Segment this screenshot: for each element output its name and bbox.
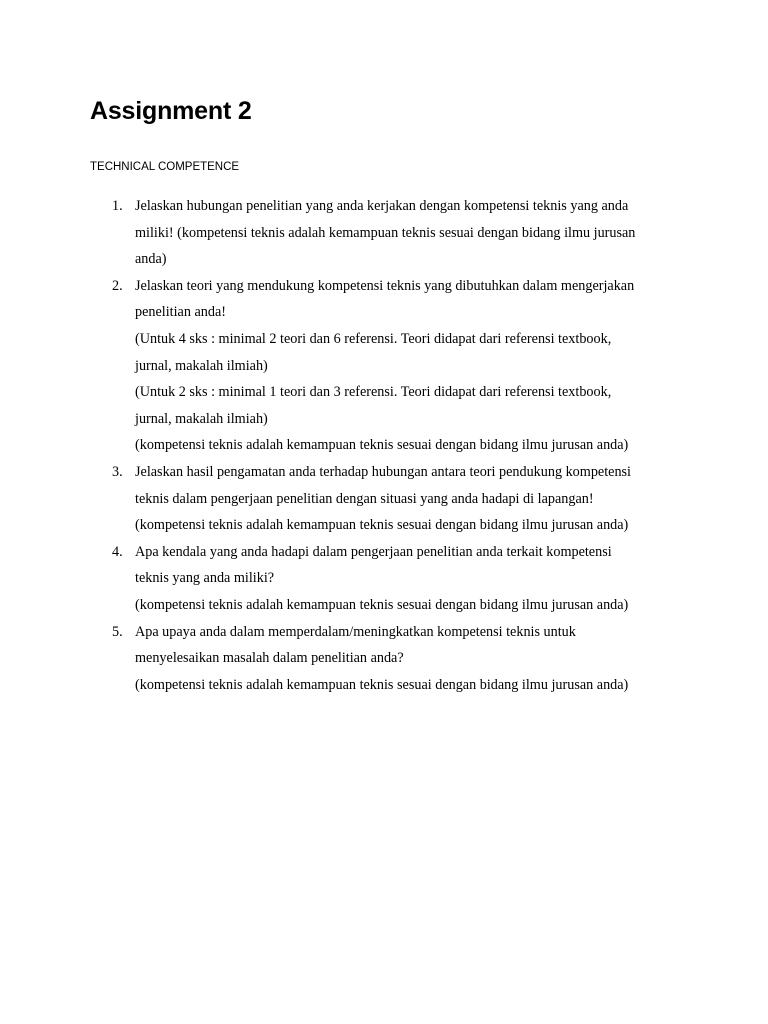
question-text-line: (kompetensi teknis adalah kemampuan teknis sesuai dengan bidang ilmu jurusan anda) [135,596,629,613]
question-text-line: (kompetensi teknis adalah kemampuan teknis sesuai dengan bidang ilmu jurusan anda) [135,437,629,454]
question-text-line: (kompetensi teknis adalah kemampuan teknis sesuai dengan bidang ilmu jurusan anda) [135,517,629,534]
question-number: 3. [112,463,123,480]
question-text-line: Jelaskan teori yang mendukung kompetensi teknis yang dibutuhkan dalam mengerjakan [135,277,635,294]
question-text-line: anda) [135,251,167,268]
question-number: 4. [112,543,123,560]
question-number: 5. [112,623,123,640]
section-heading: TECHNICAL COMPETENCE [90,161,240,173]
question-item [0,619,670,699]
question-item [0,193,670,273]
document-title: Assignment 2 [90,97,252,125]
question-item [0,539,670,619]
question-item [0,273,670,459]
question-text-line: jurnal, makalah ilmiah) [135,410,268,427]
question-number: 2. [112,277,123,294]
question-text-line: miliki! (kompetensi teknis adalah kemampuan teknis sesuai dengan bidang ilmu jurusan [135,224,636,241]
question-text-line: (Untuk 2 sks : minimal 1 teori dan 3 referensi. Teori didapat dari referensi textbook, [135,384,612,401]
question-text-line: Jelaskan hubungan penelitian yang anda kerjakan dengan kompetensi teknis yang anda [135,198,629,214]
question-list [0,193,768,698]
question-text-line: jurnal, makalah ilmiah) [135,357,268,374]
question-number: 1. [112,198,123,214]
question-text-line: Apa upaya anda dalam memperdalam/meningkatkan kompetensi teknis untuk [135,623,576,640]
question-text-line: Jelaskan hasil pengamatan anda terhadap hubungan antara teori pendukung kompetensi [135,463,632,480]
question-item [0,459,670,539]
question-text-line: (kompetensi teknis adalah kemampuan teknis sesuai dengan bidang ilmu jurusan anda) [135,676,629,693]
question-text-line: teknis dalam pengerjaan penelitian dengan situasi yang anda hadapi di lapangan! [135,490,594,507]
question-text-line: menyelesaikan masalah dalam penelitian anda? [135,650,404,667]
question-text-line: Apa kendala yang anda hadapi dalam pengerjaan penelitian anda terkait kompetensi [135,543,612,560]
question-text-line: teknis yang anda miliki? [135,570,275,587]
question-text-line: penelitian anda! [135,304,226,321]
question-text-line: (Untuk 4 sks : minimal 2 teori dan 6 referensi. Teori didapat dari referensi textbook, [135,330,612,347]
